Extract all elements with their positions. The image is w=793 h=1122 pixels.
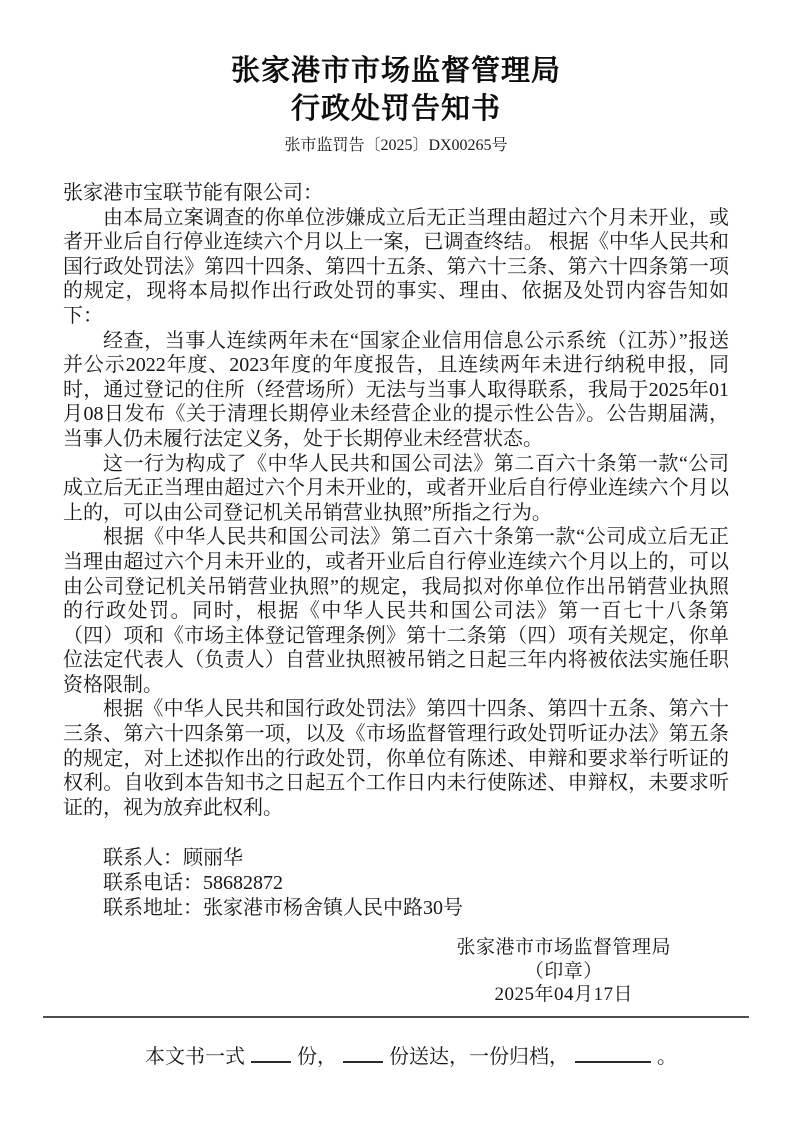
footer-divider [43, 1016, 749, 1018]
body-paragraph-4: 根据《中华人民共和国公司法》第二百六十条第一款“公司成立后无正当理由超过六个月未开业的，或者开业后自行停业连续六个月以上的，可以由公司登记机关吊销营业执照”的规定，我局拟对你单位作出吊销营业执照的行政处罚。同时，根据《中华人民共和国公司法》第一百七十八条第（四）项和《市场主体登记管理条例》第十二条第（四）项有关规定，你单位法定代表人（负责人）自营业执照被吊销之日起三年内将被依法实施任职资格限制。 [63, 526, 729, 696]
distribution-text-2: 份， [297, 1045, 337, 1068]
served-count-blank [343, 1061, 383, 1063]
contact-person: 联系人：顾丽华 [103, 847, 243, 870]
body-paragraph-3: 这一行为构成了《中华人民共和国公司法》第二百六十条第一款“公司成立后无正当理由超过六个月未开业的，或者开业后自行停业连续六个月以上的，可以由公司登记机关吊销营业执照”所指之行为。 [63, 452, 729, 524]
body-paragraph-1: 由本局立案调查的你单位涉嫌成立后无正当理由超过六个月未开业，或者开业后自行停业连续六个月以上一案，已调查终结。 根据《中华人民共和国行政处罚法》第四十四条、第四十五条、第六十三条、第六十四条第一项的规定，现将本局拟作出行政处罚的事实、理由、依据及处罚内容告知如下： [63, 206, 729, 327]
copies-count-blank [251, 1061, 291, 1063]
body-paragraph-2: 经查，当事人连续两年未在“国家企业信用信息公示系统（江苏）”报送并公示2022年度、2023年度的年度报告，且连续两年未进行纳税申报，同时，通过登记的住所（经营场所）无法与当事人取得联系，我局于2025年01月08日发布《关于清理长期停业未经营企业的提示性公告》。公告期届满，当事人仍未履行法定义务，处于长期停业未经营状态。 [63, 329, 729, 450]
issuing-authority-title: 张家港市市场监督管理局 [230, 55, 561, 87]
signature-block [456, 936, 671, 1007]
distribution-text-3: 份送达，一份归档， [389, 1045, 569, 1068]
body-paragraph-5: 根据《中华人民共和国行政处罚法》第四十四条、第四十五条、第六十三条、第六十四条第一项，以及《市场监督管理行政处罚听证办法》第五条的规定，对上述拟作出的行政处罚，你单位有陈述、申辩和要求举行听证的权利。自收到本告知书之日起五个工作日内未行使陈述、申辩权，未要求听证的，视为放弃此权利。 [63, 698, 729, 819]
doc-body [63, 181, 729, 1007]
doc-header [63, 52, 729, 157]
distribution-text-1: 本文书一式 [145, 1045, 245, 1068]
contact-address: 联系地址：张家港市杨舍镇人民中路30号 [103, 897, 463, 920]
signature-date: 2025年04月17日 [494, 984, 633, 1006]
document-title: 行政处罚告知书 [290, 93, 501, 125]
contact-phone: 联系电话：58682872 [103, 872, 283, 895]
recipient-salutation: 张家港市宝联节能有限公司： [63, 182, 323, 204]
document-number: 张市监罚告〔2025〕DX00265号 [284, 137, 508, 154]
distribution-note [63, 1045, 729, 1070]
distribution-text-4: 。 [657, 1045, 677, 1068]
contact-block [63, 846, 729, 921]
signature-seal-placeholder: （印章） [524, 960, 603, 982]
signature-org: 张家港市市场监督管理局 [456, 937, 671, 959]
extra-blank [575, 1061, 651, 1063]
